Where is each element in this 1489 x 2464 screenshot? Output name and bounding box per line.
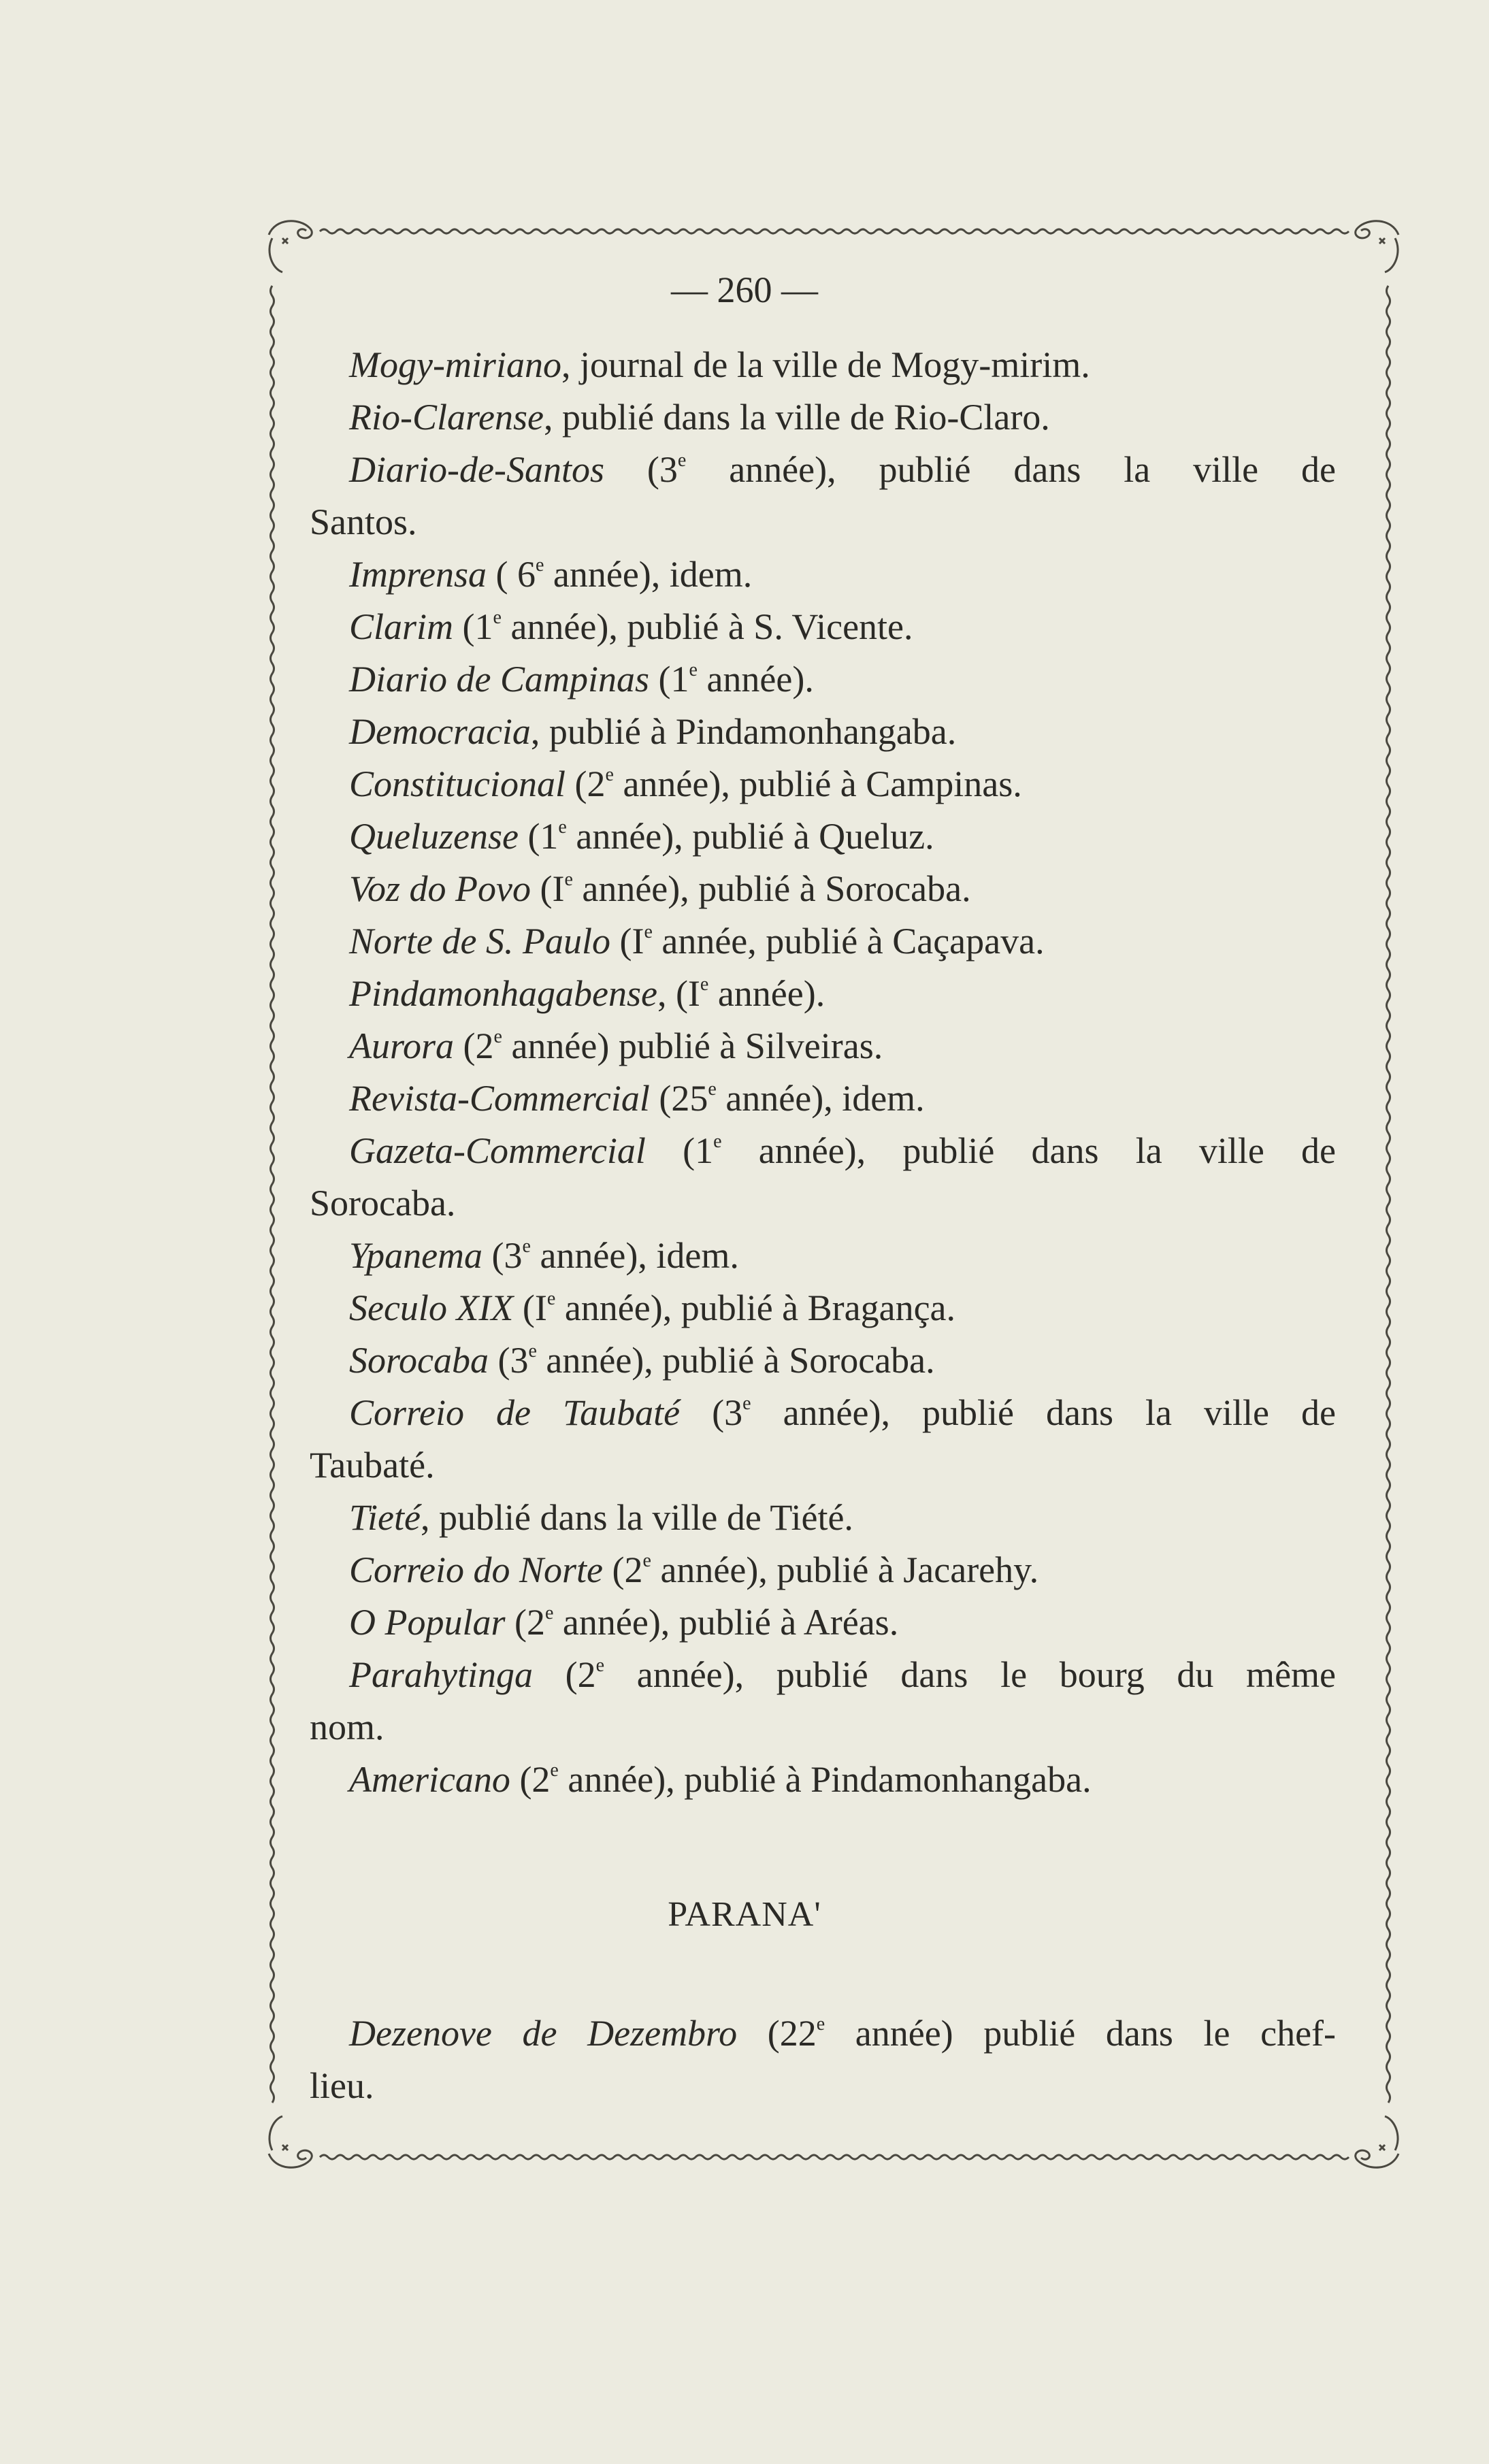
ordinal-suffix: e	[528, 1341, 537, 1362]
entry-continuation: Santos.	[310, 502, 417, 542]
list-item	[310, 1072, 1336, 1125]
entry-text: (3	[482, 1235, 523, 1276]
list-item	[310, 968, 1336, 1020]
list-item	[310, 1492, 1336, 1544]
newspaper-title: Ypanema	[349, 1235, 483, 1276]
newspaper-title: Gazeta-Commercial	[349, 1130, 646, 1171]
entry-text: année), publié à Sorocaba.	[536, 1340, 935, 1381]
entry-text: année) publié dans le chef-	[825, 2013, 1336, 2054]
entry-text: année), idem.	[544, 554, 753, 595]
entry-text: (1	[453, 606, 493, 647]
ordinal-suffix: e	[708, 1079, 717, 1100]
ordinal-suffix: e	[644, 921, 653, 942]
newspaper-list	[310, 339, 1336, 1806]
newspaper-title: Imprensa	[349, 554, 487, 595]
list-item	[310, 391, 1336, 444]
entry-text: année), idem.	[530, 1235, 739, 1276]
newspaper-title: Correio de Taubaté	[349, 1392, 681, 1433]
corner-flourish-icon	[269, 221, 312, 272]
ordinal-suffix: e	[550, 1760, 559, 1781]
entry-text: (25	[649, 1078, 708, 1119]
entry-text: (2	[532, 1654, 596, 1695]
ordinal-suffix: e	[689, 659, 698, 680]
ordinal-suffix: e	[564, 869, 573, 890]
newspaper-title: Pindamonhagabense	[349, 973, 657, 1014]
list-item	[310, 1282, 1336, 1334]
entry-text: , journal de la ville de Mogy-mirim.	[561, 344, 1090, 385]
entry-continuation: Taubaté.	[310, 1445, 435, 1485]
entry-text: , (I	[657, 973, 700, 1014]
list-item	[310, 1754, 1336, 1806]
entry-text: année), publié à Aréas.	[553, 1602, 899, 1643]
entry-text: (2	[454, 1025, 494, 1066]
entry-text: année) publié à Silveiras.	[502, 1025, 883, 1066]
entry-continuation: Sorocaba.	[310, 1183, 456, 1223]
entry-text: (2	[510, 1759, 551, 1800]
wavy-border-top	[320, 229, 1349, 233]
list-item	[310, 706, 1336, 758]
newspaper-title: Voz do Povo	[349, 868, 531, 909]
entry-text: ( 6	[486, 554, 536, 595]
list-item	[310, 601, 1336, 653]
entry-continuation: lieu.	[310, 2065, 374, 2106]
list-item	[310, 548, 1336, 601]
entry-text: année).	[708, 973, 825, 1014]
list-item	[310, 339, 1336, 391]
list-item	[310, 758, 1336, 810]
entry-text: , publié à Pindamonhangaba.	[530, 711, 957, 752]
list-item	[310, 1544, 1336, 1596]
entry-text: année), publié dans la ville de	[751, 1392, 1336, 1433]
ordinal-suffix: e	[642, 1550, 651, 1571]
list-item	[310, 1230, 1336, 1282]
list-item	[310, 653, 1336, 706]
entry-text: (2	[566, 763, 606, 804]
entry-text: (1	[649, 659, 689, 700]
ordinal-suffix: e	[493, 607, 502, 628]
ordinal-suffix: e	[535, 555, 544, 576]
entry-text: (I	[530, 868, 565, 909]
newspaper-title: Democracia	[349, 711, 531, 752]
entry-text: (3	[680, 1392, 743, 1433]
ordinal-suffix: e	[493, 1026, 502, 1047]
entry-text: (2	[603, 1549, 643, 1590]
entry-text: année), publié à Queluz.	[566, 816, 934, 857]
ordinal-suffix: e	[605, 764, 614, 785]
ordinal-suffix: e	[816, 2014, 825, 2035]
entry-text: année), publié à Jacarehy.	[651, 1549, 1039, 1590]
list-item	[310, 1649, 1336, 1701]
newspaper-title: Sorocaba	[349, 1340, 489, 1381]
entry-text: (22	[737, 2013, 817, 2054]
ordinal-suffix: e	[700, 974, 709, 995]
list-item	[310, 1387, 1336, 1439]
newspaper-title: Correio do Norte	[349, 1549, 604, 1590]
corner-flourish-icon	[269, 2116, 312, 2167]
newspaper-title: Diario de Campinas	[349, 659, 650, 700]
section-newspaper-list	[310, 2007, 1336, 2112]
entry-continuation: nom.	[310, 1707, 384, 1747]
entry-text: année), publié dans la ville de	[686, 449, 1336, 490]
entry-text: (3	[488, 1340, 529, 1381]
newspaper-title: Clarim	[349, 606, 454, 647]
list-item	[310, 2007, 1336, 2060]
corner-flourish-icon	[1356, 2116, 1398, 2167]
newspaper-title: Queluzense	[349, 816, 519, 857]
wavy-border-right	[1387, 286, 1390, 2103]
entry-text: (1	[518, 816, 559, 857]
list-item	[310, 810, 1336, 863]
newspaper-title: Parahytinga	[349, 1654, 533, 1695]
entry-text: (3	[604, 449, 678, 490]
entry-text: année, publié à Caçapava.	[652, 921, 1045, 962]
ordinal-suffix: e	[522, 1236, 531, 1257]
ordinal-suffix: e	[742, 1393, 751, 1414]
newspaper-title: Norte de S. Paulo	[349, 921, 610, 962]
entry-text: année), publié à S. Vicente.	[501, 606, 913, 647]
ordinal-suffix: e	[546, 1288, 556, 1309]
entry-text: année), publié dans la ville de	[721, 1130, 1336, 1171]
entry-text: , publié dans la ville de Tiété.	[421, 1497, 853, 1538]
ordinal-suffix: e	[713, 1131, 722, 1152]
newspaper-title: Dezenove de Dezembro	[349, 2013, 738, 2054]
entry-text: (I	[610, 921, 644, 962]
entry-text: année), publié à Bragança.	[555, 1287, 956, 1328]
entry-text: année), publié à Campinas.	[613, 763, 1022, 804]
newspaper-title: Mogy-miriano	[349, 344, 561, 385]
entry-text: année), publié à Sorocaba.	[572, 868, 971, 909]
wavy-border-left	[271, 286, 274, 2103]
entry-text: année), idem.	[716, 1078, 925, 1119]
newspaper-title: Seculo XIX	[349, 1287, 514, 1328]
list-item	[310, 1596, 1336, 1649]
newspaper-title: Americano	[349, 1759, 510, 1800]
newspaper-title: Diario-de-Santos	[349, 449, 604, 490]
entry-text: année), publié à Pindamonhangaba.	[558, 1759, 1092, 1800]
list-item	[310, 1334, 1336, 1387]
wavy-border-bottom	[320, 2155, 1349, 2159]
newspaper-title: Tieté	[349, 1497, 421, 1538]
list-item	[310, 1125, 1336, 1177]
list-item	[310, 444, 1336, 496]
newspaper-title: Constitucional	[349, 763, 566, 804]
newspaper-title: Aurora	[349, 1025, 455, 1066]
ordinal-suffix: e	[544, 1603, 554, 1624]
list-item	[310, 915, 1336, 968]
corner-flourish-icon	[1356, 221, 1398, 272]
list-item	[310, 1020, 1336, 1072]
entry-text: , publié dans la ville de Rio-Claro.	[543, 397, 1050, 438]
entry-text: (2	[505, 1602, 545, 1643]
ordinal-suffix: e	[558, 817, 567, 838]
page-number: — 260 —	[671, 269, 818, 310]
list-item	[310, 863, 1336, 915]
ordinal-suffix: e	[677, 450, 687, 471]
entry-text: année), publié dans le bourg du même	[604, 1654, 1336, 1695]
entry-text: année).	[697, 659, 814, 700]
entry-text: (I	[513, 1287, 547, 1328]
entry-text: (1	[645, 1130, 714, 1171]
newspaper-title: O Popular	[349, 1602, 506, 1643]
newspaper-title: Rio-Clarense	[349, 397, 544, 438]
ordinal-suffix: e	[595, 1655, 605, 1676]
newspaper-title: Revista-Commercial	[349, 1078, 650, 1119]
section-heading: PARANA'	[668, 1895, 821, 1934]
